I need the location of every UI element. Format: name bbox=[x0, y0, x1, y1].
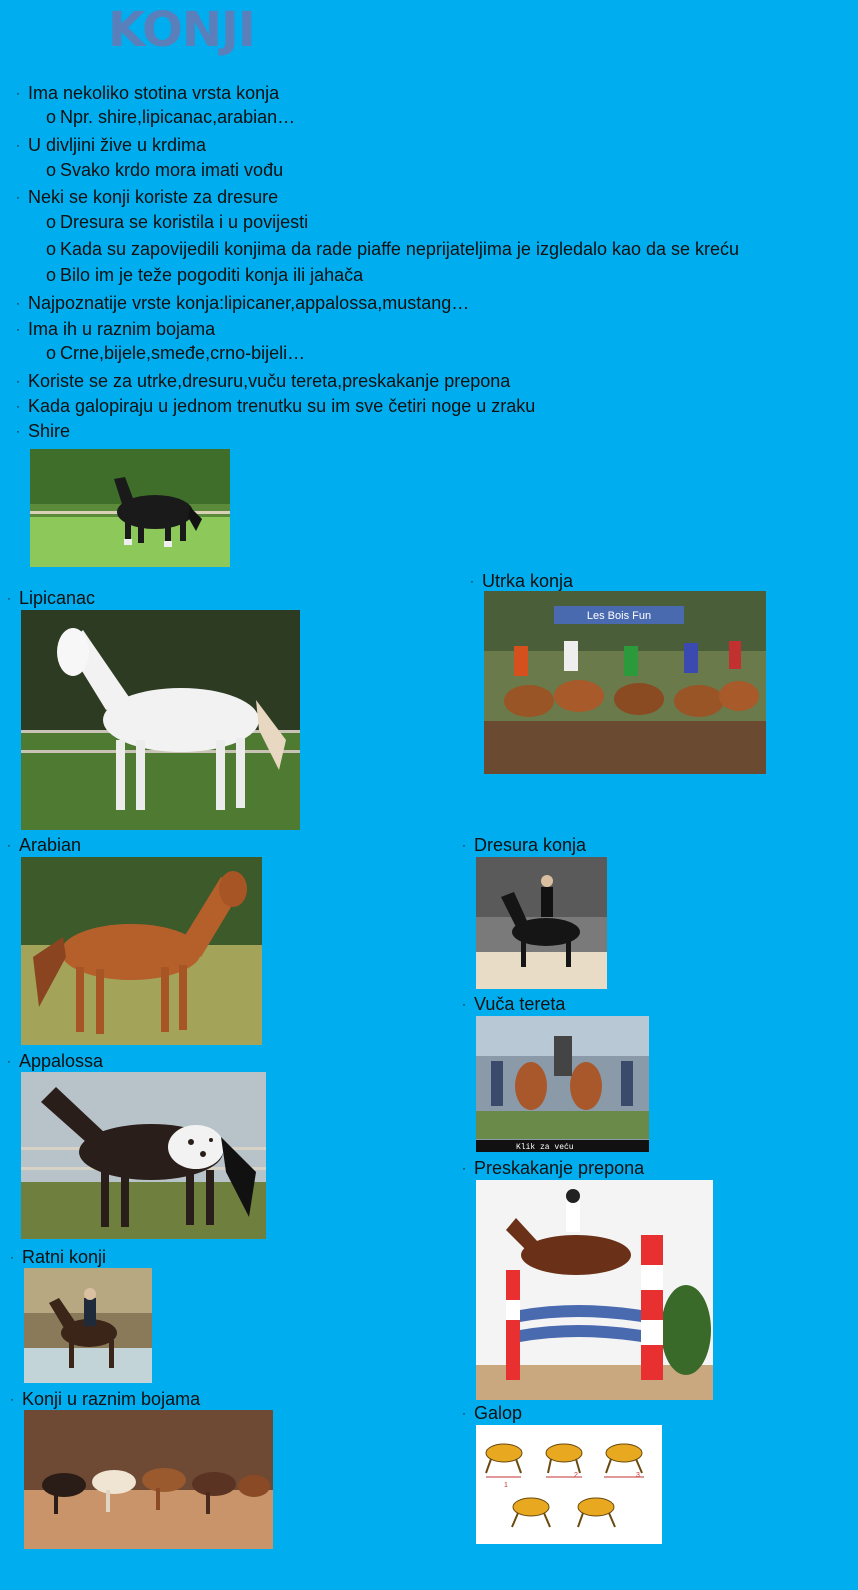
sub-marker: o bbox=[46, 160, 57, 180]
sub-text: Npr. shire,lipicanac,arabian… bbox=[60, 107, 296, 127]
caption-arabian bbox=[7, 834, 81, 856]
bullet-dot: · bbox=[462, 1406, 466, 1420]
bullet-dot: · bbox=[16, 374, 20, 388]
bullet-text: Ima nekoliko stotina vrsta konja bbox=[28, 83, 280, 103]
caption-text: Arabian bbox=[19, 835, 82, 855]
caption-text: Utrka konja bbox=[482, 571, 574, 591]
sub-marker: o bbox=[46, 265, 57, 285]
sub-bullet bbox=[46, 211, 308, 233]
bullet-text: U divljini žive u krdima bbox=[28, 135, 207, 155]
caption-appalossa bbox=[7, 1050, 103, 1072]
caption-text: Appalossa bbox=[19, 1051, 104, 1071]
klik-caption: Klik za veću bbox=[516, 1143, 574, 1152]
sub-text: Bilo im je teže pogoditi konja ili jahača bbox=[60, 265, 364, 285]
vuca-photo bbox=[476, 1016, 649, 1152]
sub-marker: o bbox=[46, 343, 57, 363]
bullet-3 bbox=[16, 186, 278, 208]
ratni-konji-photo bbox=[24, 1268, 152, 1383]
bullet-6 bbox=[16, 370, 510, 392]
caption-ratni-konji bbox=[10, 1246, 106, 1268]
appalossa-photo bbox=[21, 1072, 266, 1239]
caption-text: Preskakanje prepona bbox=[474, 1158, 645, 1178]
galop-number-1: 1 bbox=[504, 1482, 508, 1489]
caption-galop bbox=[462, 1402, 522, 1424]
bullet-text: Ima ih u raznim bojama bbox=[28, 319, 216, 339]
caption-text: Dresura konja bbox=[474, 835, 587, 855]
bullet-1 bbox=[16, 82, 279, 104]
caption-text: Vuča tereta bbox=[474, 994, 566, 1014]
bullet-dot: · bbox=[7, 591, 11, 605]
race-banner-text: Les Bois Fun bbox=[586, 610, 652, 622]
bullet-text: Kada galopiraju u jednom trenutku su im sve četiri noge u zraku bbox=[28, 396, 536, 416]
bullet-dot: · bbox=[16, 138, 20, 152]
bullet-text: Shire bbox=[28, 421, 71, 441]
sub-bullet bbox=[46, 238, 739, 260]
galop-photo bbox=[476, 1425, 662, 1544]
caption-text: Galop bbox=[474, 1403, 523, 1423]
bullet-dot: · bbox=[10, 1250, 14, 1264]
sub-text: Svako krdo mora imati vođu bbox=[60, 160, 284, 180]
bullet-text: Neki se konji koriste za dresure bbox=[28, 187, 279, 207]
sub-marker: o bbox=[46, 107, 57, 127]
bullet-dot: · bbox=[7, 838, 11, 852]
caption-utrka bbox=[470, 570, 573, 592]
bullet-text: Najpoznatije vrste konja:lipicaner,appalossa,mustang… bbox=[28, 293, 470, 313]
caption-konji-u-bojama bbox=[10, 1388, 200, 1410]
bullet-8 bbox=[16, 420, 70, 442]
sub-marker: o bbox=[46, 239, 57, 259]
bullet-dot: · bbox=[462, 1161, 466, 1175]
dresura-photo bbox=[476, 857, 607, 989]
bullet-2 bbox=[16, 134, 206, 156]
bullet-4 bbox=[16, 292, 469, 314]
caption-text: Konji u raznim bojama bbox=[22, 1389, 201, 1409]
caption-text: Ratni konji bbox=[22, 1247, 107, 1267]
sub-bullet bbox=[46, 159, 283, 181]
sub-bullet bbox=[46, 342, 305, 364]
caption-text: Lipicanac bbox=[19, 588, 96, 608]
bullet-dot: · bbox=[462, 997, 466, 1011]
caption-vuca bbox=[462, 993, 565, 1015]
bullet-dot: · bbox=[470, 574, 474, 588]
galop-number-3: 3 bbox=[636, 1472, 640, 1479]
bullet-dot: · bbox=[462, 838, 466, 852]
sub-text: Dresura se koristila i u povijesti bbox=[60, 212, 309, 232]
bullet-dot: · bbox=[10, 1392, 14, 1406]
shire-photo bbox=[30, 449, 230, 567]
sub-text: Kada su zapovijedili konjima da rade piaffe neprijateljima je izgledalo kao da se kreću bbox=[60, 239, 740, 259]
page-title: KONJI bbox=[108, 2, 255, 58]
caption-lipicanac bbox=[7, 587, 95, 609]
galop-number-2: 2 bbox=[574, 1472, 578, 1479]
bullet-dot: · bbox=[16, 296, 20, 310]
sub-marker: o bbox=[46, 212, 57, 232]
sub-bullet bbox=[46, 264, 363, 286]
bullet-dot: · bbox=[16, 190, 20, 204]
bullet-dot: · bbox=[16, 424, 20, 438]
bullet-dot: · bbox=[16, 322, 20, 336]
bullet-dot: · bbox=[16, 399, 20, 413]
caption-preskakanje bbox=[462, 1157, 644, 1179]
preskakanje-photo bbox=[476, 1180, 713, 1400]
konji-u-bojama-photo bbox=[24, 1410, 273, 1549]
bullet-7 bbox=[16, 395, 535, 417]
bullet-dot: · bbox=[7, 1054, 11, 1068]
arabian-photo bbox=[21, 857, 262, 1045]
utrka-photo bbox=[484, 591, 766, 774]
caption-dresura bbox=[462, 834, 586, 856]
bullet-text: Koriste se za utrke,dresuru,vuču tereta,preskakanje prepona bbox=[28, 371, 511, 391]
sub-bullet bbox=[46, 106, 295, 128]
lipicanac-photo bbox=[21, 610, 300, 830]
sub-text: Crne,bijele,smeđe,crno-bijeli… bbox=[60, 343, 306, 363]
bullet-5 bbox=[16, 318, 215, 340]
bullet-dot: · bbox=[16, 86, 20, 100]
